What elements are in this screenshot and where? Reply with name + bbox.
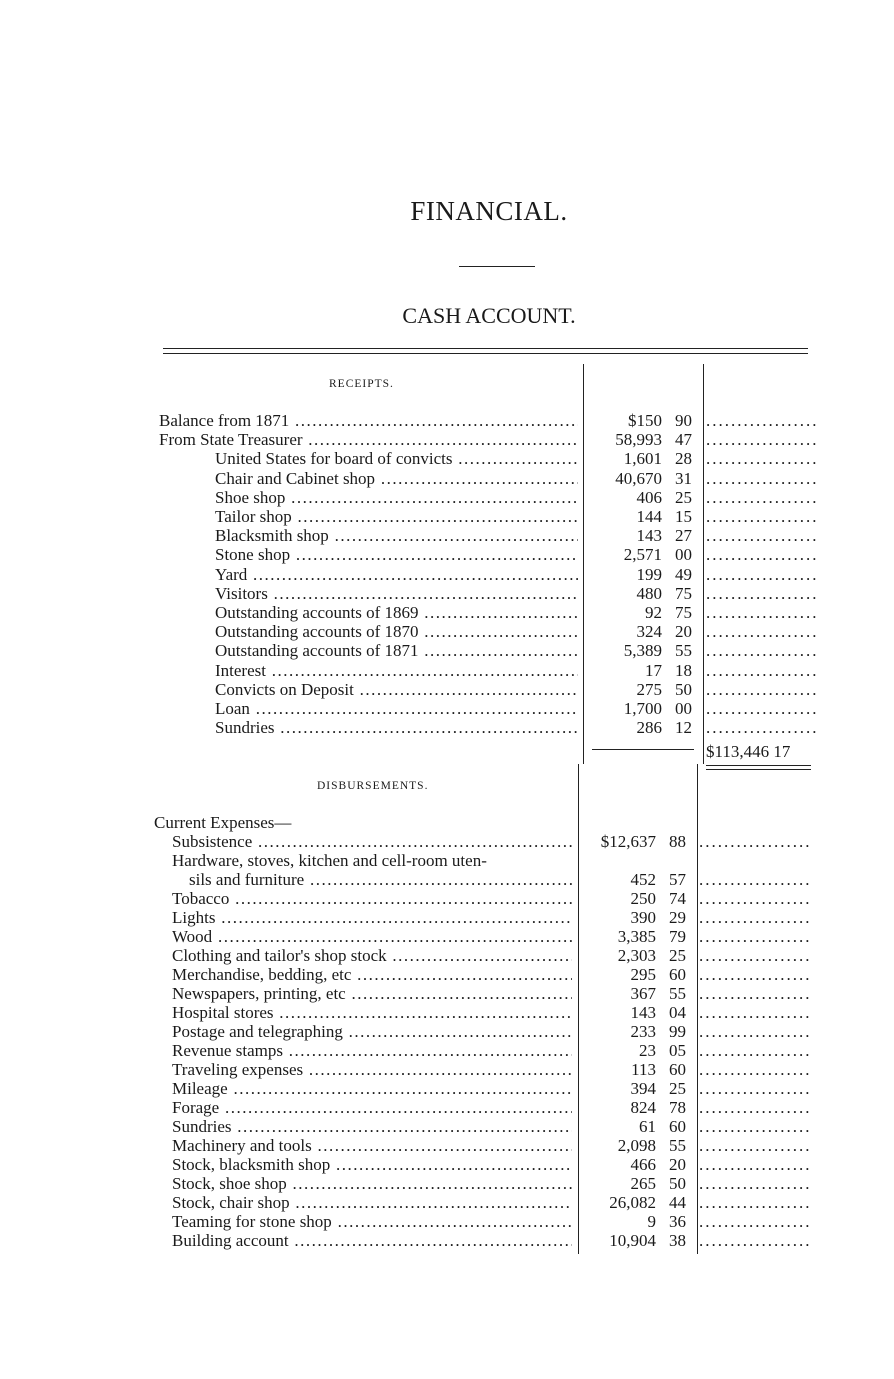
amount-dollars: 466	[630, 1155, 656, 1174]
row-label: Convicts on Deposit .....	[215, 680, 578, 699]
table-row	[0, 1060, 894, 1079]
table-row	[0, 488, 894, 507]
amount-cents: 60	[669, 965, 686, 984]
row-label: Revenue stamps .....	[172, 1041, 572, 1060]
amount-dollars: 1,700	[623, 699, 662, 718]
row-label: Forage .....	[172, 1098, 572, 1117]
row-label: Building account .....	[172, 1231, 572, 1250]
amount-cents: 60	[669, 1117, 686, 1136]
table-row	[0, 469, 894, 488]
table-row	[0, 1079, 894, 1098]
amount-dollars: 367	[630, 984, 656, 1003]
row-label: Sundries .....	[215, 718, 578, 737]
amount-cents: 31	[675, 468, 692, 488]
amount-cents: 50	[675, 679, 692, 699]
row-amount	[582, 832, 686, 851]
total-column-leader	[706, 545, 818, 564]
title-divider	[459, 266, 535, 267]
disbursements-group-label: Current Expenses—	[154, 813, 292, 832]
total-column-leader	[699, 832, 811, 851]
amount-dollars: 113	[631, 1060, 656, 1079]
amount-dollars: 2,098	[617, 1136, 656, 1155]
row-label: Machinery and tools .....	[172, 1136, 572, 1155]
row-amount	[582, 1231, 686, 1250]
row-amount	[592, 718, 692, 737]
total-column-leader	[706, 641, 818, 660]
amount-cents: 00	[675, 545, 692, 565]
amount-cents: 50	[669, 1174, 686, 1193]
row-amount	[592, 449, 692, 468]
table-row	[0, 965, 894, 984]
table-row	[0, 1003, 894, 1022]
amount-cents: 44	[669, 1193, 686, 1212]
total-column-leader	[706, 449, 818, 468]
amount-dollars: 452	[630, 870, 656, 889]
table-row	[0, 1231, 894, 1250]
table-row	[0, 1041, 894, 1060]
section-title: CASH ACCOUNT.	[402, 303, 576, 328]
row-amount	[582, 870, 686, 889]
total-column-leader	[706, 680, 818, 699]
total-column-leader	[706, 661, 818, 680]
total-column-leader	[706, 718, 818, 737]
row-amount	[582, 889, 686, 908]
amount-dollars: 324	[636, 622, 662, 642]
amount-dollars: 3,385	[617, 927, 656, 946]
amount-dollars: 143	[636, 526, 662, 546]
table-row	[0, 1117, 894, 1136]
row-label: Merchandise, bedding, etc .....	[172, 965, 572, 984]
amount-cents: 90	[675, 411, 692, 430]
row-amount	[582, 1041, 686, 1060]
amount-cents: 20	[669, 1155, 686, 1174]
amount-cents: 38	[669, 1231, 686, 1250]
row-amount	[592, 507, 692, 526]
amount-cents: 20	[675, 622, 692, 642]
total-column-leader	[699, 946, 811, 965]
amount-cents: 79	[669, 927, 686, 946]
total-column-leader	[706, 565, 818, 584]
table-row	[0, 1155, 894, 1174]
amount-dollars: 2,571	[623, 545, 662, 565]
amount-dollars: 480	[636, 583, 662, 603]
amount-dollars: 295	[630, 965, 656, 984]
amount-dollars: 144	[636, 507, 662, 526]
amount-dollars: 2,303	[617, 946, 656, 965]
total-column-leader	[699, 1193, 811, 1212]
row-amount	[582, 1098, 686, 1117]
row-label: Chair and Cabinet shop .....	[215, 469, 578, 488]
row-amount	[592, 622, 692, 641]
row-amount	[582, 984, 686, 1003]
row-amount	[582, 1003, 686, 1022]
amount-dollars: 275	[636, 679, 662, 699]
table-row	[0, 1098, 894, 1117]
total-column-leader	[706, 526, 818, 545]
total-column-leader	[699, 1212, 811, 1231]
amount-dollars: 17	[645, 660, 662, 680]
total-column-leader	[706, 488, 818, 507]
row-label: Hardware, stoves, kitchen and cell-room uten-	[172, 851, 487, 870]
amount-dollars: 61	[639, 1117, 656, 1136]
total-column-leader	[699, 1041, 811, 1060]
total-column-leader	[706, 603, 818, 622]
amount-dollars: 23	[639, 1041, 656, 1060]
page-title: FINANCIAL.	[410, 196, 568, 226]
table-row	[0, 507, 894, 526]
table-row	[0, 889, 894, 908]
table-row	[0, 565, 894, 584]
amount-cents: 88	[669, 832, 686, 851]
table-row	[0, 1174, 894, 1193]
total-column-leader	[706, 584, 818, 603]
table-row	[0, 1193, 894, 1212]
receipts-total-rule-1	[706, 765, 811, 766]
amount-dollars: 40,670	[615, 468, 662, 488]
table-row	[0, 411, 894, 430]
row-amount	[592, 565, 692, 584]
total-column-leader	[699, 965, 811, 984]
total-column-leader	[699, 1079, 811, 1098]
row-amount	[592, 488, 692, 507]
amount-cents: 18	[675, 660, 692, 680]
receipts-subtotal-rule	[592, 749, 694, 750]
row-amount	[582, 1174, 686, 1193]
row-label: Traveling expenses .....	[172, 1060, 572, 1079]
receipts-total: $113,446 17	[706, 742, 791, 761]
amount-dollars: $150	[628, 411, 662, 430]
table-row	[0, 870, 894, 889]
row-label: Teaming for stone shop .....	[172, 1212, 572, 1231]
table-row	[0, 661, 894, 680]
amount-dollars: 406	[636, 487, 662, 507]
row-label: Shoe shop .....	[215, 488, 578, 507]
receipts-heading: RECEIPTS.	[329, 378, 394, 390]
amount-cents: 25	[669, 1079, 686, 1098]
amount-cents: 28	[675, 449, 692, 469]
table-row	[0, 526, 894, 545]
row-label: Postage and telegraphing .....	[172, 1022, 572, 1041]
row-amount	[582, 1117, 686, 1136]
amount-dollars: 286	[636, 718, 662, 738]
row-label: Hospital stores .....	[172, 1003, 572, 1022]
amount-cents: 25	[675, 487, 692, 507]
row-amount	[582, 1193, 686, 1212]
table-row	[0, 430, 894, 449]
row-amount	[592, 699, 692, 718]
receipts-total-rule-2	[706, 769, 811, 770]
amount-cents: 49	[675, 564, 692, 584]
table-row	[0, 1212, 894, 1231]
total-column-leader	[699, 1003, 811, 1022]
amount-cents: 57	[669, 870, 686, 889]
table-row	[0, 449, 894, 468]
table-row	[0, 718, 894, 737]
row-amount	[582, 946, 686, 965]
row-label: Outstanding accounts of 1871 .....	[215, 641, 578, 660]
amount-dollars: 58,993	[615, 430, 662, 450]
table-row	[0, 927, 894, 946]
total-column-leader	[699, 927, 811, 946]
amount-dollars: 5,389	[623, 641, 662, 661]
row-label: Subsistence .....	[172, 832, 572, 851]
amount-cents: 55	[669, 984, 686, 1003]
total-column-leader	[699, 1117, 811, 1136]
table-row	[0, 1022, 894, 1041]
row-label: Interest .....	[215, 661, 578, 680]
row-label: Mileage .....	[172, 1079, 572, 1098]
row-amount	[592, 430, 692, 449]
table-row	[0, 545, 894, 564]
row-amount	[592, 545, 692, 564]
row-amount	[592, 584, 692, 603]
row-amount	[592, 661, 692, 680]
total-column-leader	[706, 507, 818, 526]
amount-cents: 74	[669, 889, 686, 908]
amount-cents: 00	[675, 699, 692, 718]
table-row	[0, 641, 894, 660]
amount-cents: 99	[669, 1022, 686, 1041]
amount-dollars: 199	[636, 564, 662, 584]
amount-dollars: 9	[647, 1212, 656, 1231]
total-column-leader	[699, 1136, 811, 1155]
row-label: Loan .....	[215, 699, 578, 718]
amount-dollars: 26,082	[609, 1193, 656, 1212]
row-label: Balance from 1871 .....	[159, 411, 578, 430]
table-row	[0, 584, 894, 603]
table-row	[0, 699, 894, 718]
table-row	[0, 851, 894, 870]
amount-cents: 75	[675, 583, 692, 603]
row-amount	[582, 908, 686, 927]
row-amount	[582, 1022, 686, 1041]
total-column-leader	[699, 908, 811, 927]
total-column-leader	[699, 1060, 811, 1079]
table-row	[0, 946, 894, 965]
row-label: Yard .....	[215, 565, 578, 584]
amount-dollars: $12,637	[600, 832, 656, 851]
row-amount	[582, 1060, 686, 1079]
amount-cents: 55	[669, 1136, 686, 1155]
table-row	[0, 1136, 894, 1155]
amount-dollars: 92	[645, 603, 662, 622]
row-label: Stock, blacksmith shop .....	[172, 1155, 572, 1174]
row-label: Lights .....	[172, 908, 572, 927]
table-row	[0, 603, 894, 622]
amount-dollars: 265	[630, 1174, 656, 1193]
row-label: Sundries .....	[172, 1117, 572, 1136]
disbursements-heading: DISBURSEMENTS.	[317, 780, 429, 792]
row-label: Blacksmith shop .....	[215, 526, 578, 545]
table-row	[0, 680, 894, 699]
table-top-rule	[163, 348, 808, 354]
total-column-leader	[699, 870, 811, 889]
amount-cents: 27	[675, 526, 692, 546]
row-amount	[582, 927, 686, 946]
row-label: Wood .....	[172, 927, 572, 946]
total-column-leader	[699, 1231, 811, 1250]
table-row	[0, 908, 894, 927]
row-label: Visitors .....	[215, 584, 578, 603]
amount-dollars: 10,904	[609, 1231, 656, 1250]
total-column-leader	[699, 1022, 811, 1041]
total-column-leader	[699, 1098, 811, 1117]
total-column-leader	[699, 984, 811, 1003]
amount-cents: 12	[675, 718, 692, 738]
row-label: Outstanding accounts of 1870 .....	[215, 622, 578, 641]
amount-dollars: 1,601	[623, 449, 662, 469]
row-label: From State Treasurer .....	[159, 430, 578, 449]
amount-cents: 75	[675, 603, 692, 622]
row-label: United States for board of convicts .....	[215, 449, 578, 468]
row-amount	[582, 1136, 686, 1155]
total-column-leader	[699, 889, 811, 908]
row-amount	[592, 680, 692, 699]
row-label: Stock, shoe shop .....	[172, 1174, 572, 1193]
total-column-leader	[706, 699, 818, 718]
row-label: Newspapers, printing, etc .....	[172, 984, 572, 1003]
total-column-leader	[699, 1174, 811, 1193]
amount-dollars: 250	[630, 889, 656, 908]
amount-dollars: 824	[630, 1098, 656, 1117]
table-row	[0, 622, 894, 641]
total-column-leader	[699, 1155, 811, 1174]
row-amount	[592, 411, 692, 430]
amount-dollars: 390	[630, 908, 656, 927]
table-row	[0, 984, 894, 1003]
row-amount	[582, 1079, 686, 1098]
total-column-leader	[706, 622, 818, 641]
row-amount	[582, 965, 686, 984]
row-label: Outstanding accounts of 1869 .....	[215, 603, 578, 622]
amount-cents: 25	[669, 946, 686, 965]
row-label: Tobacco .....	[172, 889, 572, 908]
amount-cents: 78	[669, 1098, 686, 1117]
table-row	[0, 832, 894, 851]
row-label: Tailor shop .....	[215, 507, 578, 526]
total-column-leader	[706, 411, 818, 430]
row-label: Stock, chair shop .....	[172, 1193, 572, 1212]
amount-cents: 05	[669, 1041, 686, 1060]
amount-cents: 15	[675, 507, 692, 526]
total-column-leader	[706, 469, 818, 488]
amount-cents: 29	[669, 908, 686, 927]
row-label: sils and furniture .....	[189, 870, 572, 889]
amount-cents: 36	[669, 1212, 686, 1231]
amount-cents: 04	[669, 1003, 686, 1022]
amount-cents: 60	[669, 1060, 686, 1079]
row-amount	[592, 641, 692, 660]
amount-dollars: 394	[630, 1079, 656, 1098]
row-label: Stone shop .....	[215, 545, 578, 564]
row-amount	[582, 1155, 686, 1174]
row-amount	[582, 1212, 686, 1231]
row-amount	[592, 526, 692, 545]
amount-cents: 55	[675, 641, 692, 661]
row-label: Clothing and tailor's shop stock .....	[172, 946, 572, 965]
total-column-leader	[706, 430, 818, 449]
row-amount	[592, 603, 692, 622]
amount-dollars: 233	[630, 1022, 656, 1041]
amount-cents: 47	[675, 430, 692, 450]
row-amount	[592, 469, 692, 488]
amount-dollars: 143	[630, 1003, 656, 1022]
